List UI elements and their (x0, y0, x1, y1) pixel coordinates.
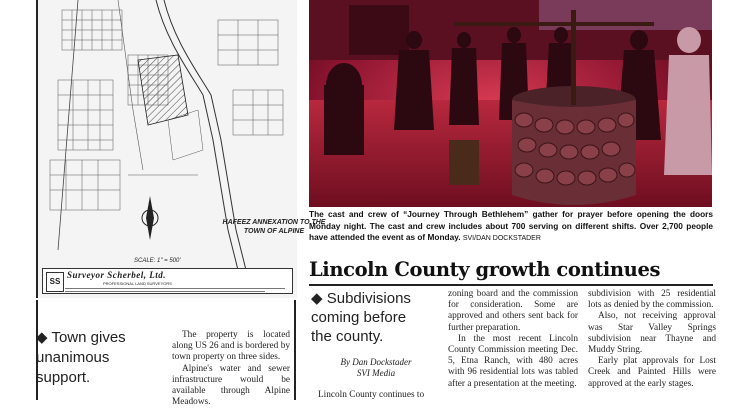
article-byline (336, 357, 416, 379)
left-story-rule-right (294, 300, 296, 400)
map-annexation-title: HAFEEZ ANNEXATION TO THE TOWN OF ALPINE (222, 219, 326, 235)
left-story-body (172, 330, 290, 408)
map-scale: SCALE: 1" = 500' (134, 258, 181, 264)
annexation-map (36, 0, 326, 298)
article-headline: Lincoln County growth continues (309, 258, 661, 281)
photo-credit: SVI/DAN DOCKSTADER (462, 235, 541, 242)
article-col1-lead: Lincoln County continues to (318, 390, 425, 400)
surveyor-title-block (42, 268, 293, 294)
article-col2-p2: In the most recent Lincoln County Commission meeting Dec. 5, Etna Ranch, with 480 acres with 96 residential lots was tabled after a presentation at the meeting. (448, 333, 578, 389)
article-col2 (448, 289, 578, 390)
map-drawing (38, 0, 297, 298)
surveyor-firm-subtitle: PROFESSIONAL LAND SURVEYORS (103, 281, 172, 286)
event-photo (309, 0, 712, 207)
article-deck-text: Subdivisions coming before the county. (311, 290, 411, 345)
article-col2-p1: zoning board and the commission for consideration. Some are approved and others sent back for further preparation. (448, 289, 578, 333)
left-story-p2: Alpine's water and sewer infrastructure would be available through Alpine Meadows. (172, 363, 290, 408)
photo-scene (309, 0, 712, 207)
byline-author: By Dan Dockstader (340, 357, 412, 367)
bullet-icon: ◆ (36, 329, 48, 346)
bullet-icon: ◆ (311, 290, 323, 307)
article-col3-p1: subdivision with 25 residential lots as denied by the commission. (588, 289, 716, 311)
headline-rule (309, 284, 713, 286)
left-story-p1: The property is located along US 26 and is bordered by town property on three sides. (172, 330, 290, 363)
byline-org: SVI Media (356, 368, 396, 378)
surveyor-logo: SS (46, 272, 64, 292)
photo-caption-text: The cast and crew of “Journey Through Bethlehem” gather for prayer before opening the doors Monday night. The cast and crew includes about 700 serving on different shifts. Over 2,700 people have attended the event as of Monday. (309, 209, 713, 242)
article-col3-p2: Also, not receiving approval was Star Valley Springs subdivision near Thayne and Muddy String. (588, 311, 716, 356)
article-deck (311, 289, 421, 346)
surveyor-firm-name: Surveyor Scherbel, Ltd. (67, 270, 166, 280)
article-col3 (588, 289, 716, 390)
photo-caption (309, 209, 713, 245)
left-story-deck-text: Town gives unanimous support. (36, 329, 126, 386)
title-block-line (65, 288, 285, 289)
article-col3-p3: Early plat approvals for Lost Creek and Painted Hills were approved at the early stages. (588, 356, 716, 389)
left-story-deck (36, 328, 156, 388)
title-block-line (65, 291, 265, 292)
